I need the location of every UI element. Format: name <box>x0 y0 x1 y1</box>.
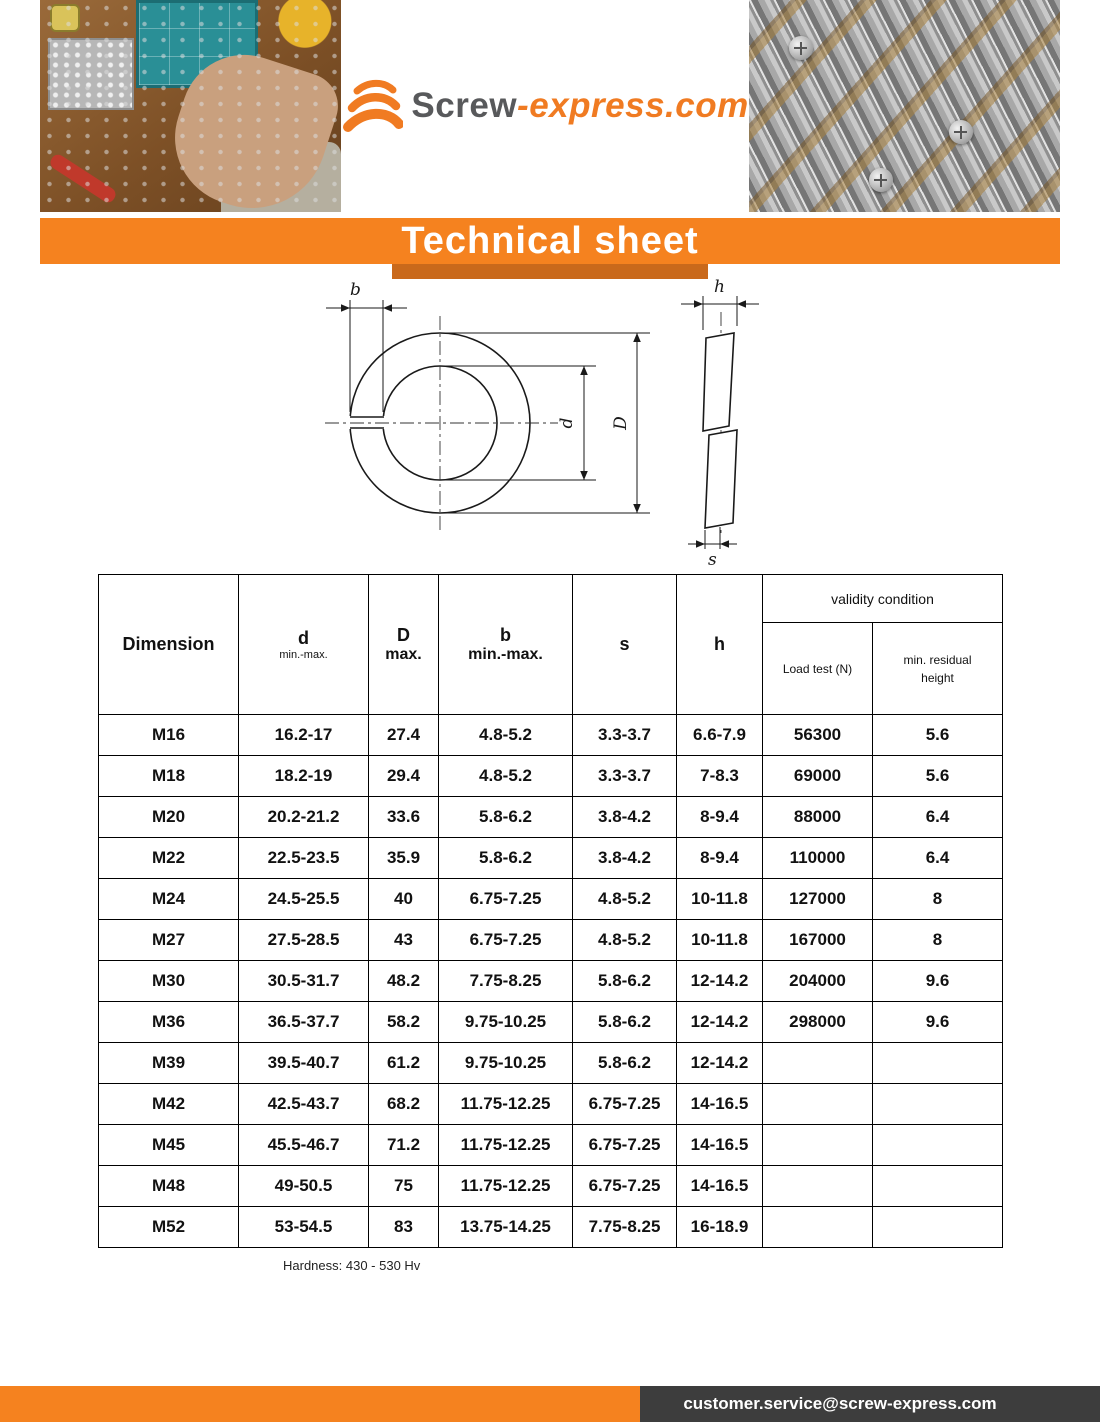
spec-cell: 9.75-10.25 <box>439 1043 573 1084</box>
dimension-cell: M20 <box>99 797 239 838</box>
footer-contact-bar <box>640 1386 1100 1422</box>
col-header-D-label: D <box>397 625 410 645</box>
col-header-h: h <box>677 575 763 715</box>
spec-cell: 7.75-8.25 <box>439 961 573 1002</box>
spec-cell: 88000 <box>763 797 873 838</box>
page-title: Technical sheet <box>401 219 699 262</box>
spec-cell: 14-16.5 <box>677 1125 763 1166</box>
table-row <box>99 961 1003 1002</box>
spec-cell: 61.2 <box>369 1043 439 1084</box>
logo-swoosh-icon <box>341 77 403 135</box>
spec-cell <box>873 1166 1003 1207</box>
col-header-b <box>439 575 573 715</box>
dimension-cell: M39 <box>99 1043 239 1084</box>
table-row <box>99 1166 1003 1207</box>
spec-cell: 27.5-28.5 <box>239 920 369 961</box>
spec-cell: 6.75-7.25 <box>439 879 573 920</box>
spec-cell: 4.8-5.2 <box>439 756 573 797</box>
dimension-cell: M42 <box>99 1084 239 1125</box>
spec-cell: 27.4 <box>369 715 439 756</box>
spec-cell <box>763 1084 873 1125</box>
spec-cell: 68.2 <box>369 1084 439 1125</box>
spec-cell: 30.5-31.7 <box>239 961 369 1002</box>
spec-cell: 42.5-43.7 <box>239 1084 369 1125</box>
col-header-d-label: d <box>298 628 309 648</box>
table-row <box>99 1125 1003 1166</box>
spec-cell: 167000 <box>763 920 873 961</box>
spec-cell: 8 <box>873 920 1003 961</box>
spec-cell: 3.3-3.7 <box>573 756 677 797</box>
spec-cell: 8-9.4 <box>677 797 763 838</box>
residual-line2: height <box>921 670 954 685</box>
spec-cell: 36.5-37.7 <box>239 1002 369 1043</box>
spec-table-wrap <box>98 574 1002 1273</box>
spec-cell: 4.8-5.2 <box>573 879 677 920</box>
spec-cell: 14-16.5 <box>677 1084 763 1125</box>
footer-email[interactable]: customer.service@screw-express.com <box>683 1394 997 1413</box>
spec-cell: 49-50.5 <box>239 1166 369 1207</box>
spec-cell <box>873 1043 1003 1084</box>
spec-cell: 43 <box>369 920 439 961</box>
spec-cell: 56300 <box>763 715 873 756</box>
col-header-residual-height <box>873 623 1003 715</box>
table-row <box>99 1002 1003 1043</box>
col-header-D <box>369 575 439 715</box>
col-header-d-sub: min.-max. <box>279 649 328 661</box>
spec-cell: 3.3-3.7 <box>573 715 677 756</box>
washer-technical-drawing <box>0 268 1100 568</box>
spec-cell: 127000 <box>763 879 873 920</box>
logo <box>341 0 748 212</box>
washer-side-view <box>681 277 759 568</box>
spec-cell: 9.75-10.25 <box>439 1002 573 1043</box>
col-header-d <box>239 575 369 715</box>
residual-line1: min. residual <box>903 652 972 667</box>
footer-accent-bar <box>0 1386 640 1422</box>
dimension-cell: M18 <box>99 756 239 797</box>
table-row <box>99 1207 1003 1248</box>
spec-cell: 10-11.8 <box>677 920 763 961</box>
spec-cell: 14-16.5 <box>677 1166 763 1207</box>
spec-cell: 11.75-12.25 <box>439 1125 573 1166</box>
spec-cell: 5.8-6.2 <box>573 961 677 1002</box>
col-header-D-sub: max. <box>385 646 422 663</box>
spec-cell: 7.75-8.25 <box>573 1207 677 1248</box>
col-header-load-test: Load test (N) <box>763 623 873 715</box>
table-row <box>99 1043 1003 1084</box>
spec-cell: 4.8-5.2 <box>439 715 573 756</box>
spec-cell: 110000 <box>763 838 873 879</box>
col-header-b-label: b <box>500 625 511 645</box>
spec-cell: 11.75-12.25 <box>439 1166 573 1207</box>
spec-cell: 11.75-12.25 <box>439 1084 573 1125</box>
logo-text <box>411 86 748 126</box>
spec-cell <box>763 1166 873 1207</box>
spec-cell: 53-54.5 <box>239 1207 369 1248</box>
logo-text-express: -express.com <box>517 86 749 125</box>
spec-cell: 6.4 <box>873 838 1003 879</box>
validity-condition-header: validity condition <box>763 575 1003 623</box>
spec-cell <box>763 1043 873 1084</box>
spec-cell: 6.75-7.25 <box>573 1084 677 1125</box>
spec-cell: 40 <box>369 879 439 920</box>
table-row <box>99 879 1003 920</box>
spec-cell: 6.6-7.9 <box>677 715 763 756</box>
spec-cell: 6.75-7.25 <box>573 1125 677 1166</box>
spec-cell: 12-14.2 <box>677 1043 763 1084</box>
table-row <box>99 797 1003 838</box>
table-row <box>99 756 1003 797</box>
table-row <box>99 715 1003 756</box>
brass-screws-texture <box>749 0 1060 212</box>
footer <box>0 1386 1100 1422</box>
spec-cell <box>763 1125 873 1166</box>
photo-screws-pile <box>749 0 1060 212</box>
spec-cell: 298000 <box>763 1002 873 1043</box>
scattered-screws-texture <box>40 0 341 212</box>
spec-cell: 22.5-23.5 <box>239 838 369 879</box>
dimension-cell: M27 <box>99 920 239 961</box>
dim-label-b: b <box>350 280 361 300</box>
spec-cell: 7-8.3 <box>677 756 763 797</box>
spec-cell: 8-9.4 <box>677 838 763 879</box>
spec-cell: 12-14.2 <box>677 961 763 1002</box>
hardness-note: Hardness: 430 - 530 Hv <box>283 1258 421 1273</box>
dimension-cell: M24 <box>99 879 239 920</box>
spec-cell: 5.8-6.2 <box>573 1002 677 1043</box>
spec-cell: 18.2-19 <box>239 756 369 797</box>
spec-cell <box>873 1207 1003 1248</box>
dimension-cell: M48 <box>99 1166 239 1207</box>
spec-cell: 6.75-7.25 <box>573 1166 677 1207</box>
spec-cell: 5.8-6.2 <box>439 797 573 838</box>
title-banner <box>40 218 1060 264</box>
logo-text-screw: Screw <box>411 86 518 125</box>
col-header-dimension: Dimension <box>99 575 239 715</box>
spec-cell: 3.8-4.2 <box>573 838 677 879</box>
spec-cell: 5.8-6.2 <box>439 838 573 879</box>
spec-cell: 29.4 <box>369 756 439 797</box>
screw-head-icon <box>949 120 973 144</box>
dimension-cell: M22 <box>99 838 239 879</box>
spec-cell: 33.6 <box>369 797 439 838</box>
dimension-cell: M30 <box>99 961 239 1002</box>
spec-cell: 9.6 <box>873 1002 1003 1043</box>
spec-cell: 35.9 <box>369 838 439 879</box>
spec-cell: 12-14.2 <box>677 1002 763 1043</box>
col-header-b-sub: min.-max. <box>468 646 543 663</box>
spec-cell: 5.6 <box>873 715 1003 756</box>
screw-head-icon <box>869 168 893 192</box>
dimension-cell: M36 <box>99 1002 239 1043</box>
photo-workbench <box>40 0 341 212</box>
spec-cell <box>873 1125 1003 1166</box>
spec-table-body <box>99 715 1003 1248</box>
spec-cell: 16.2-17 <box>239 715 369 756</box>
spec-cell: 5.6 <box>873 756 1003 797</box>
screw-head-icon <box>789 36 813 60</box>
spec-cell: 4.8-5.2 <box>573 920 677 961</box>
table-row <box>99 1084 1003 1125</box>
dimension-cell: M45 <box>99 1125 239 1166</box>
spec-cell <box>873 1084 1003 1125</box>
spec-cell: 24.5-25.5 <box>239 879 369 920</box>
spec-cell: 9.6 <box>873 961 1003 1002</box>
spec-cell: 6.4 <box>873 797 1003 838</box>
dim-label-s: s <box>708 550 717 568</box>
col-header-s: s <box>573 575 677 715</box>
spec-cell: 10-11.8 <box>677 879 763 920</box>
spec-cell: 45.5-46.7 <box>239 1125 369 1166</box>
spec-table <box>98 574 1003 1248</box>
spec-cell: 20.2-21.2 <box>239 797 369 838</box>
dim-label-d: d <box>557 417 577 429</box>
spec-cell <box>763 1207 873 1248</box>
spec-cell: 75 <box>369 1166 439 1207</box>
dimension-cell: M16 <box>99 715 239 756</box>
spec-cell: 16-18.9 <box>677 1207 763 1248</box>
spec-cell: 39.5-40.7 <box>239 1043 369 1084</box>
spec-cell: 3.8-4.2 <box>573 797 677 838</box>
header <box>0 0 1100 212</box>
spec-cell: 8 <box>873 879 1003 920</box>
spec-cell: 204000 <box>763 961 873 1002</box>
spec-cell: 6.75-7.25 <box>439 920 573 961</box>
spec-cell: 5.8-6.2 <box>573 1043 677 1084</box>
spec-cell: 69000 <box>763 756 873 797</box>
spec-cell: 71.2 <box>369 1125 439 1166</box>
washer-front-view <box>325 280 650 530</box>
table-row <box>99 838 1003 879</box>
dim-label-h: h <box>714 277 725 297</box>
spec-cell: 13.75-14.25 <box>439 1207 573 1248</box>
dim-label-D: D <box>611 416 631 430</box>
dimension-cell: M52 <box>99 1207 239 1248</box>
spec-cell: 48.2 <box>369 961 439 1002</box>
table-row <box>99 920 1003 961</box>
spec-cell: 83 <box>369 1207 439 1248</box>
spec-cell: 58.2 <box>369 1002 439 1043</box>
